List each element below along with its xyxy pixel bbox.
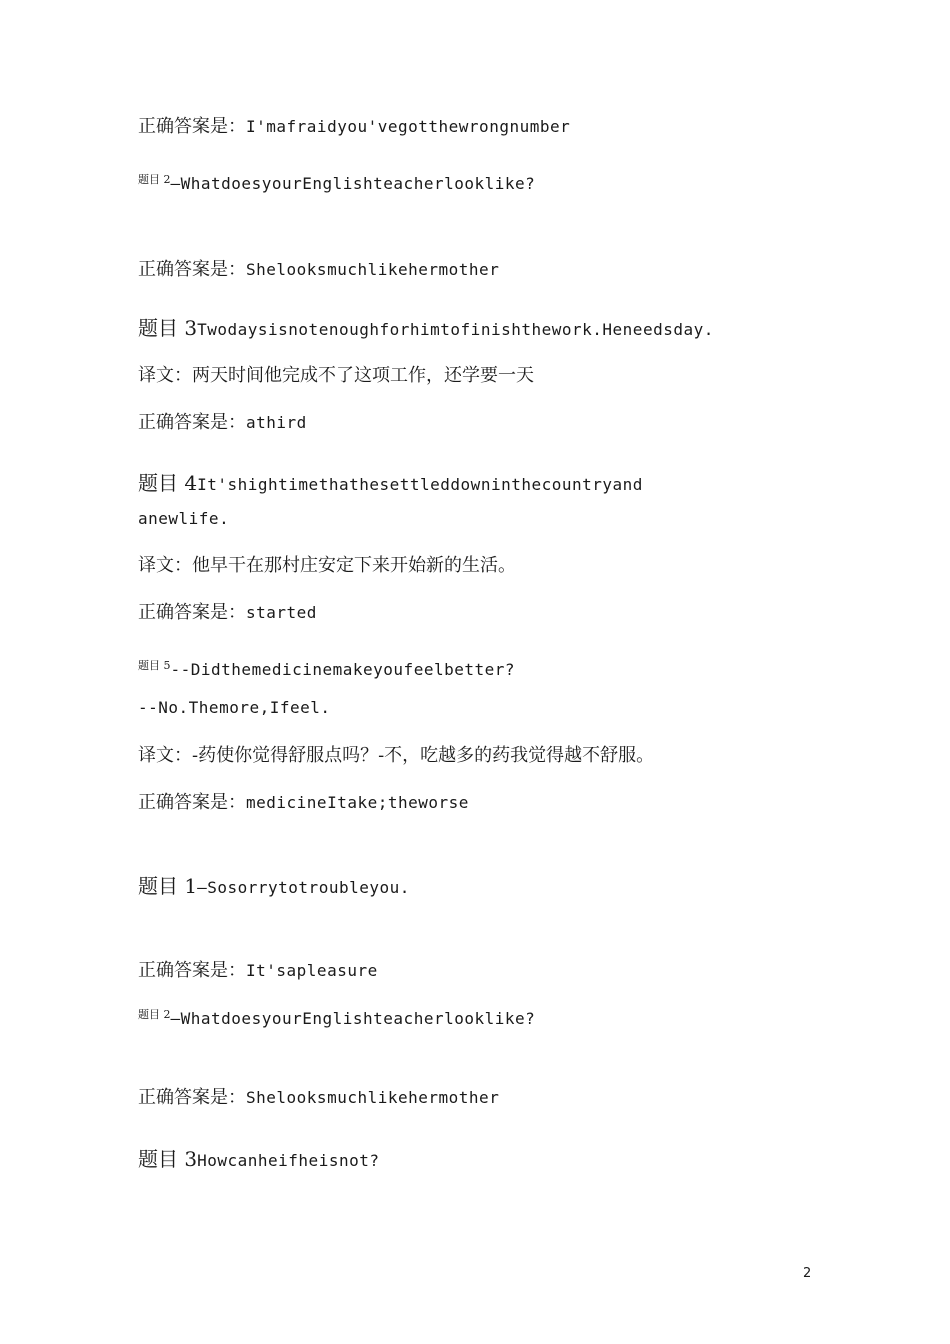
question-continuation <box>138 511 229 527</box>
question-number: 题目 4 <box>138 471 198 495</box>
question-line <box>138 318 714 338</box>
translation-label: 译文： <box>138 365 192 386</box>
answer-line <box>138 261 499 279</box>
question-text: —WhatdoesyourEnglishteacherlooklike? <box>170 1009 536 1028</box>
question-number: 题目 2 <box>138 173 171 186</box>
answer-label: 正确答案是： <box>138 412 246 433</box>
answer-label: 正确答案是： <box>138 602 246 623</box>
answer-text: medicineItake;theworse <box>246 793 469 812</box>
answer-text: I'mafraidyou'vegotthewrongnumber <box>246 117 571 136</box>
answer-text: It'sapleasure <box>246 961 378 980</box>
page-number: 2 <box>803 1266 812 1281</box>
question-continuation <box>138 700 331 716</box>
answer-line <box>138 118 570 136</box>
question-number: 题目 2 <box>138 1008 171 1021</box>
question-text: —Sosorrytotroubleyou. <box>197 878 410 897</box>
answer-text: started <box>246 603 317 622</box>
question-text: It'shightimethathesettleddowninthecountryand <box>197 475 643 494</box>
answer-label: 正确答案是： <box>138 259 246 280</box>
question-text: Howcanheifheisnot? <box>197 1151 380 1170</box>
question-line <box>138 473 643 493</box>
answer-label: 正确答案是： <box>138 1087 246 1108</box>
answer-line <box>138 1089 499 1107</box>
answer-label: 正确答案是： <box>138 960 246 981</box>
translation-label: 译文： <box>138 555 192 576</box>
answer-line <box>138 962 378 980</box>
answer-line <box>138 604 317 622</box>
translation-line <box>138 747 654 765</box>
translation-line <box>138 367 534 385</box>
question-number: 题目 3 <box>138 1147 198 1171</box>
question-text: --Didthemedicinemakeyoufeelbetter? <box>170 660 516 679</box>
question-line <box>138 1149 379 1169</box>
question-line <box>138 1008 536 1028</box>
answer-line <box>138 414 307 432</box>
answer-label: 正确答案是： <box>138 116 246 137</box>
question-text: --No.Themore,Ifeel. <box>138 698 331 717</box>
question-line <box>138 173 536 193</box>
answer-line <box>138 794 469 812</box>
question-number: 题目 3 <box>138 316 198 340</box>
translation-text: 两天时间他完成不了这项工作，还学要一天 <box>192 365 534 386</box>
question-text: Twodaysisnotenoughforhimtofinishthework.Heneedsday. <box>197 320 714 339</box>
question-text: —WhatdoesyourEnglishteacherlooklike? <box>170 174 536 193</box>
question-number: 题目 5 <box>138 659 171 672</box>
translation-line <box>138 557 516 575</box>
answer-text: athird <box>246 413 307 432</box>
question-line <box>138 659 516 679</box>
answer-text: Shelooksmuchlikehermother <box>246 260 500 279</box>
answer-label: 正确答案是： <box>138 792 246 813</box>
answer-text: Shelooksmuchlikehermother <box>246 1088 500 1107</box>
translation-label: 译文： <box>138 745 192 766</box>
question-line <box>138 876 410 896</box>
question-number: 题目 1 <box>138 874 198 898</box>
translation-text: 他早干在那村庄安定下来开始新的生活。 <box>192 555 516 576</box>
question-text: anewlife. <box>138 509 230 528</box>
translation-text: -药使你觉得舒服点吗？-不，吃越多的药我觉得越不舒服。 <box>192 745 655 766</box>
